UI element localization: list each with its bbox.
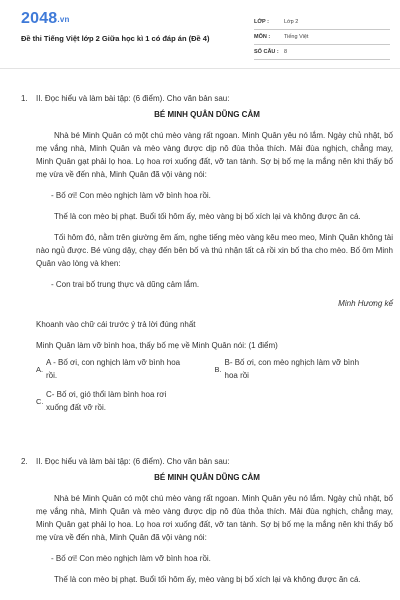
question-number: 2. [21,457,28,466]
question-instruction: Khoanh vào chữ cái trước ý trả lời đúng nhất [36,320,196,329]
passage-title: BÉ MINH QUÂN DŨNG CẢM [154,110,260,119]
meta-row-class [254,15,390,30]
question-intro: II. Đọc hiểu và làm bài tập: (6 điểm). Cho văn bản sau: [36,457,230,466]
meta-label: SỐ CÂU : [254,49,279,55]
page-header [0,0,400,62]
meta-row-count [254,45,390,60]
passage-paragraph: Thế là con mèo bị phạt. Buổi tối hôm ấy, mèo vàng bị bố xích lại và không được ăn cá. [54,575,361,584]
option-letter: B. [214,364,222,374]
meta-label: LỚP : [254,19,269,25]
passage-author: Minh Hương kể [338,299,393,308]
logo-text: 2048 [21,10,58,27]
passage-paragraph: Nhà bé Minh Quân có một chú mèo vàng rất ngoan. Minh Quân yêu nó lắm. Ngày chủ nhật, bố mẹ vắng nhà, Minh Quân và mèo vàng được dịp nô đùa thỏa thích. Mải đùa nghịch, chẳng may, Minh Quân gạt phải lọ hoa. Lọ hoa rơi xuống đất, vỡ tan tành. Sợ bị bố mẹ la mắng nên khi thấy bố mẹ vừa về đến nhà, Minh Quân đã vội vàng nói: [36,494,393,542]
question-intro: II. Đọc hiểu và làm bài tập: (6 điểm). Cho văn bản sau: [36,94,230,103]
option-text: B- Bố ơi, con mèo nghịch làm vỡ bình hoa rồi [224,358,360,380]
header-divider [0,68,400,69]
passage-dialogue: - Bố ơi! Con mèo nghịch làm vỡ bình hoa rồi. [51,191,211,200]
passage-dialogue: - Con trai bố trung thực và dũng cảm lắm. [51,280,200,289]
document-title: Đề thi Tiếng Việt lớp 2 Giữa học kì 1 có đáp án (Đề 4) [21,34,210,43]
answer-option-a[interactable] [36,356,215,382]
passage-paragraph: Thế là con mèo bị phạt. Buổi tối hôm ấy, mèo vàng bị bố xích lại và không được ăn cá. [54,212,361,221]
meta-label: MÔN : [254,34,271,40]
meta-value: Lớp 2 [284,19,299,25]
passage-paragraph: Tối hôm đó, nằm trên giường êm ấm, nghe tiếng mèo vàng kêu meo meo, Minh Quân không tài nào ngủ được. Bé vùng dậy, chạy đến bên bố và thú nhận tất cả rồi xin bố tha cho mèo. Bố ôm Minh Quân vào lòng và khen: [36,233,393,268]
answer-options [36,356,393,414]
site-logo[interactable] [21,10,70,28]
passage-paragraph: Nhà bé Minh Quân có một chú mèo vàng rất ngoan. Minh Quân yêu nó lắm. Ngày chủ nhật, bố mẹ vắng nhà, Minh Quân và mèo vàng được dịp nô đùa thỏa thích. Mải đùa nghịch, chẳng may, Minh Quân gạt phải lọ hoa. Lọ hoa rơi xuống đất, vỡ tan tành. Sợ bị bố mẹ la mắng nên khi thấy bố mẹ vừa về đến nhà, Minh Quân đã vội vàng nói: [36,131,393,179]
exam-meta-table [254,15,390,60]
option-text: A - Bố ơi, con nghịch làm vỡ bình hoa rồi. [46,358,181,380]
question-prompt: Minh Quân làm vỡ bình hoa, thấy bố mẹ về Minh Quân nói: (1 điểm) [36,341,278,350]
passage-title: BÉ MINH QUÂN DŨNG CẢM [154,473,260,482]
option-text: C- Bố ơi, gió thổi làm bình hoa rơi xuống đất vỡ rồi. [46,390,167,412]
answer-option-b[interactable] [215,356,394,382]
option-letter: C. [36,396,44,406]
question-number: 1. [21,94,28,103]
meta-value: 8 [284,49,288,55]
passage-dialogue: - Bố ơi! Con mèo nghịch làm vỡ bình hoa rồi. [51,554,211,563]
option-letter: A. [36,364,44,374]
meta-value: Tiếng Việt [284,34,309,40]
meta-row-subject [254,30,390,45]
logo-suffix: .vn [57,15,70,24]
question-2 [21,455,393,586]
question-1 [21,92,393,414]
answer-option-c[interactable] [36,388,215,414]
